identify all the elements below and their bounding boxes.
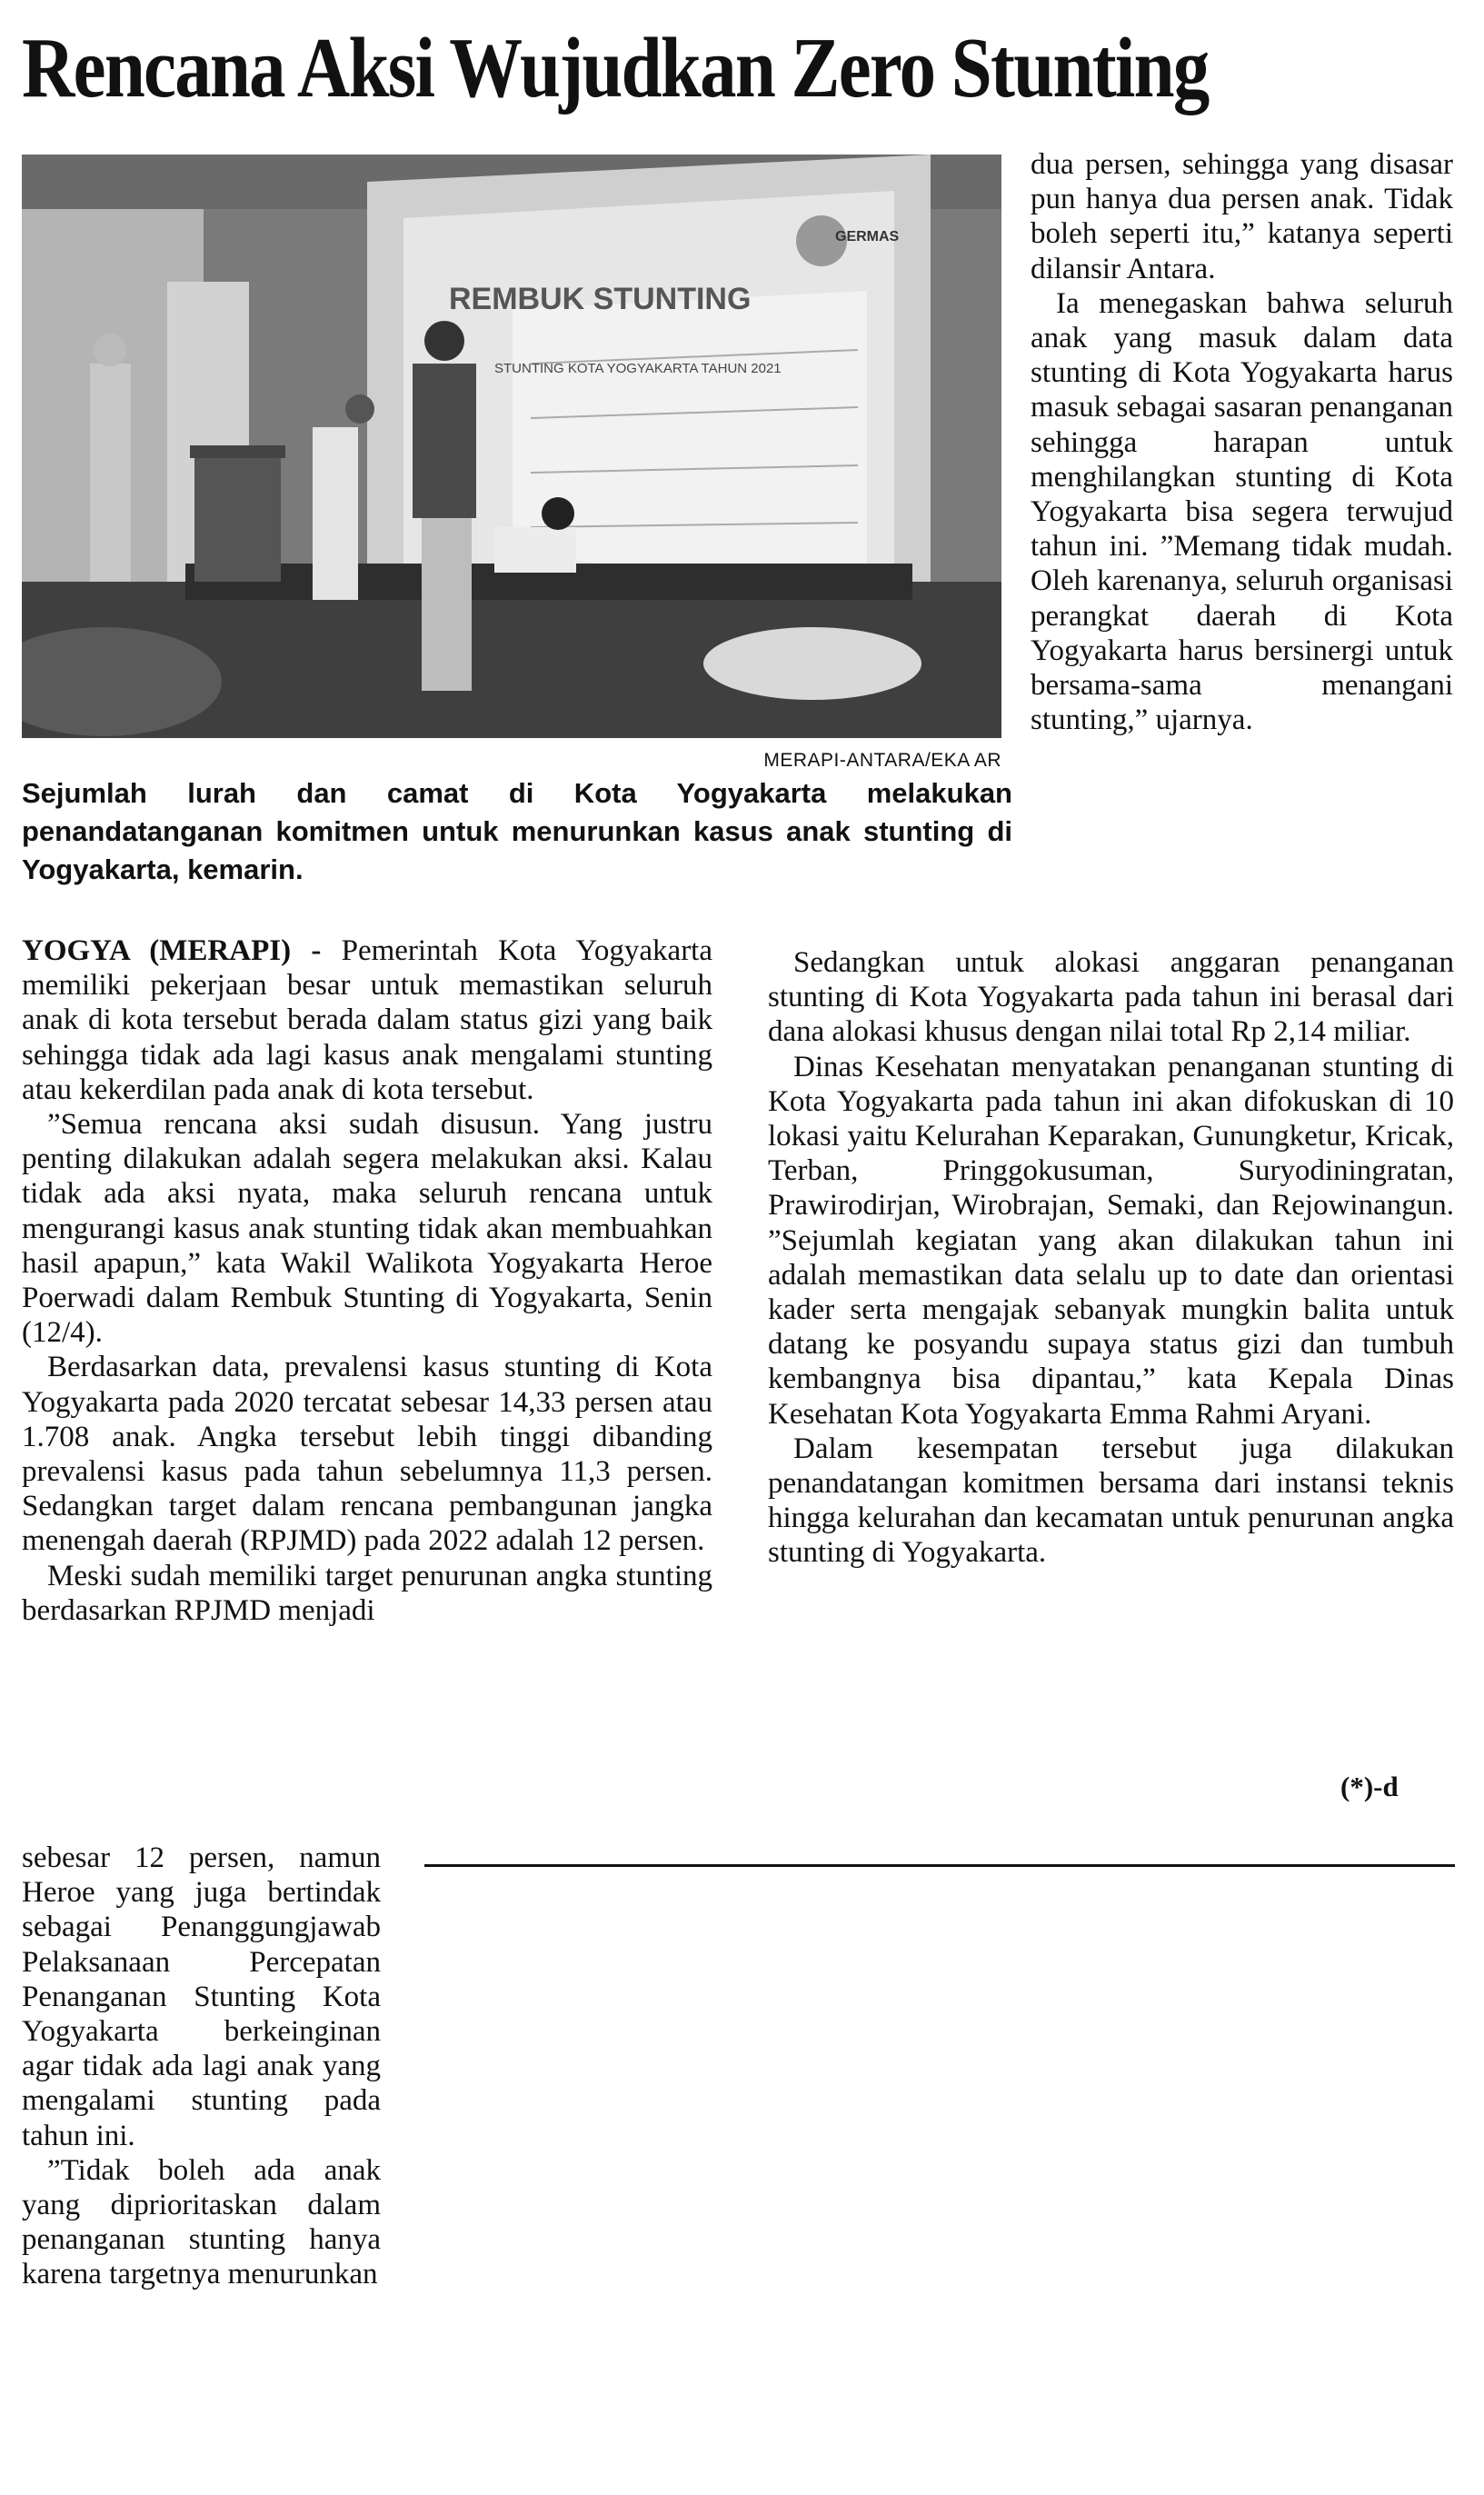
dateline: YOGYA (MERAPI) -: [22, 934, 322, 967]
paragraph-1-text: Pemerintah Kota Yogyakarta memiliki pekerjaan besar untuk memastikan seluruh anak di kota tersebut berada dalam status gizi yang baik sehingga tidak ada lagi kasus anak mengalami stunting atau kekerdilan pada anak di kota tersebut.: [22, 934, 712, 1106]
banner-title: REMBUK STUNTING: [449, 282, 752, 316]
banner-subtitle: STUNTING KOTA YOGYAKARTA TAHUN 2021: [494, 361, 782, 376]
article-column-left: [22, 933, 712, 1628]
paragraph-7: Sedangkan untuk alokasi anggaran penanganan stunting di Kota Yogyakarta pada tahun ini berasal dari dana alokasi khusus dengan nilai total Rp 2,14 miliar.: [768, 946, 1454, 1049]
photo-illustration: [22, 155, 1001, 738]
photo-caption: Sejumlah lurah dan camat di Kota Yogyakarta melakukan penandatanganan komitmen untuk menurunkan kasus anak stunting di Yogyakarta, kemarin.: [22, 777, 1012, 885]
paragraph-1: [22, 933, 712, 1107]
photo-credit: MERAPI-ANTARA/EKA AR: [763, 750, 1001, 771]
paragraph-6: Ia menegaskan bahwa seluruh anak yang masuk dalam data stunting di Kota Yogyakarta harus masuk sebagai sasaran penanganan sehingga harapan untuk menghilangkan stunting di Kota Yogyakarta bisa segera terwujud tahun ini. ”Memang tidak mudah. Oleh karenanya, seluruh organisasi perangkat daerah di Kota Yogyakarta harus bersinergi untuk bersama-sama menangani stunting,” ujarnya.: [1031, 286, 1453, 737]
section-divider: [424, 1864, 1455, 1867]
end-mark: (*)-d: [1340, 1771, 1399, 1802]
news-photo: [22, 155, 1001, 738]
paragraph-5-start: ”Tidak boleh ada anak yang diprioritaskan dalam penanganan stunting hanya karena targetnya menurunkan: [22, 2153, 381, 2291]
paragraph-8: Dinas Kesehatan menyatakan penanganan stunting di Kota Yogyakarta pada tahun ini akan difokuskan di 10 lokasi yaitu Kelurahan Keparakan, Gunungketur, Kricak, Terban, Pringgokusuman, Suryodiningratan, Prawirodirjan, Wirobrajan, Semaki, dan Rejowinangun. ”Sejumlah kegiatan yang akan dilakukan tahun ini adalah memastikan data selalu up to date dan orientasi kader serta mengajak sebanyak mungkin balita untuk datang ke posyandu supaya status gizi dan tumbuh kembangnya bisa dipantau,” kata Kepala Dinas Kesehatan Kota Yogyakarta Emma Rahmi Aryani.: [768, 1050, 1454, 1431]
paragraph-4-continued: sebesar 12 persen, namun Heroe yang juga bertindak sebagai Penanggungjawab Pelaksanaan Percepatan Penanganan Stunting Kota Yogyakarta berkeinginan agar tidak ada lagi anak yang mengalami stunting pada tahun ini.: [22, 1841, 381, 2152]
paragraph-3: Berdasarkan data, prevalensi kasus stunting di Kota Yogyakarta pada 2020 tercatat sebesar 14,33 persen atau 1.708 anak. Angka tersebut lebih tinggi dibanding prevalensi kasus pada tahun sebelumnya 11,3 persen. Sedangkan target dalam rencana pembangunan jangka menengah daerah (RPJMD) pada 2022 adalah 12 persen.: [22, 1351, 712, 1558]
paragraph-2: ”Semua rencana aksi sudah disusun. Yang justru penting dilakukan adalah segera melakukan aksi. Kalau tidak ada aksi nyata, maka seluruh rencana untuk mengurangi kasus anak stunting tidak akan membuahkan hasil apapun,” kata Wakil Walikota Yogyakarta Heroe Poerwadi dalam Rembuk Stunting di Yogyakarta, Senin (12/4).: [22, 1108, 712, 1350]
paragraph-4-start: Meski sudah memiliki target penurunan angka stunting berdasarkan RPJMD menjadi: [22, 1559, 712, 1627]
paragraph-5-continued: dua persen, sehingga yang disasar pun hanya dua persen anak. Tidak boleh seperti itu,” katanya seperti dilansir Antara.: [1031, 148, 1453, 285]
headline: Rencana Aksi Wujudkan Zero Stunting: [22, 21, 1209, 115]
article-column-top-right: [1031, 147, 1453, 737]
article-column-narrow: [22, 1841, 381, 2292]
paragraph-9: Dalam kesempatan tersebut juga dilakukan penandatangan komitmen bersama dari instansi teknis hingga kelurahan dan kecamatan untuk penurunan angka stunting di Yogyakarta.: [768, 1432, 1454, 1570]
article-column-right: [768, 945, 1454, 1571]
germas-logo-text: GERMAS: [835, 229, 900, 245]
